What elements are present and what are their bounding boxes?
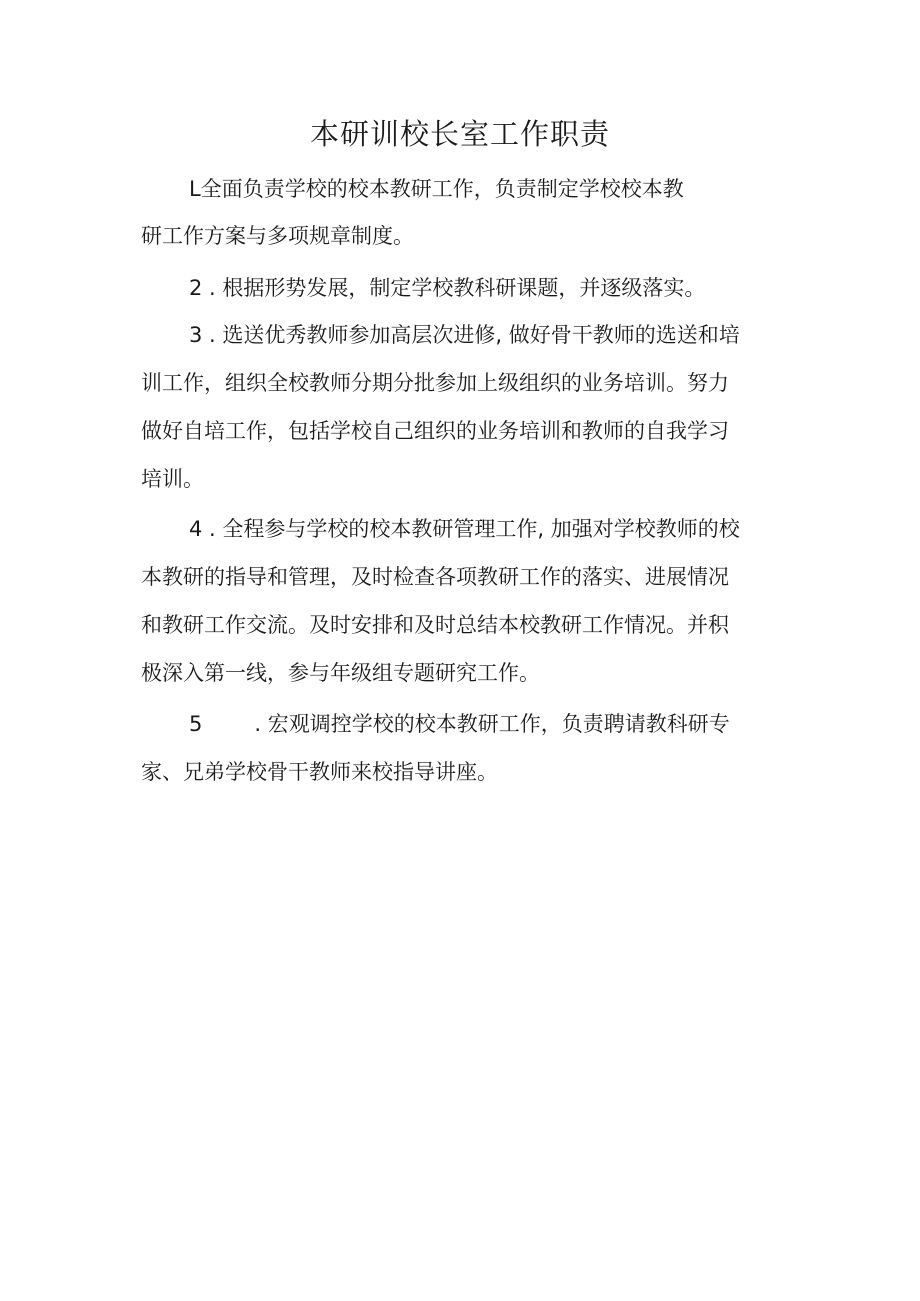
paragraph-3-line-4: 培训。 (141, 467, 204, 491)
paragraph-5-line-1 (189, 709, 730, 739)
document-title: 本研训校长室工作职责 (309, 117, 610, 151)
paragraph-1-text: 全面负责学校的校本教研工作，负责制定学校校本教 (200, 177, 684, 201)
paragraph-2-marker: 2 (189, 276, 203, 300)
paragraph-3-line-3: 做好自培工作，包括学校自己组织的业务培训和教师的自我学习 (141, 419, 729, 443)
paragraph-4-line-4: 极深入第一线，参与年级组专题研究工作。 (141, 661, 540, 685)
paragraph-3-line-2: 训工作，组织全校教师分期分批参加上级组织的业务培训。努力 (141, 371, 729, 395)
paragraph-4-line-3: 和教研工作交流。及时安排和及时总结本校教研工作情况。并积 (141, 613, 729, 637)
paragraph-5-text: . 宏观调控学校的校本教研工作，负责聘请教科研专 (254, 712, 730, 736)
paragraph-3-text: . 选送优秀教师参加高层次进修, 做好骨干教师的选送和培 (202, 323, 740, 347)
paragraph-4-line-1 (189, 514, 740, 544)
paragraph-5-marker: 5 (189, 712, 203, 736)
paragraph-1-line-1 (189, 174, 684, 204)
paragraph-4-line-2: 本教研的指导和管理，及时检查各项教研工作的落实、进展情况 (141, 565, 729, 589)
paragraph-2-text: . 根据形势发展，制定学校教科研课题，并逐级落实。 (202, 276, 706, 300)
paragraph-3-marker: 3 (189, 323, 203, 347)
paragraph-3-line-1 (189, 320, 740, 350)
paragraph-4-marker: 4 (189, 517, 203, 541)
paragraph-1-marker: L (189, 177, 201, 201)
paragraph-1-line-2: 研工作方案与多项规章制度。 (141, 224, 414, 248)
paragraph-5-line-2: 家、兄弟学校骨干教师来校指导讲座。 (141, 760, 498, 784)
paragraph-2-line-1 (189, 273, 705, 303)
paragraph-4-text: . 全程参与学校的校本教研管理工作, 加强对学校教师的校 (202, 517, 740, 541)
